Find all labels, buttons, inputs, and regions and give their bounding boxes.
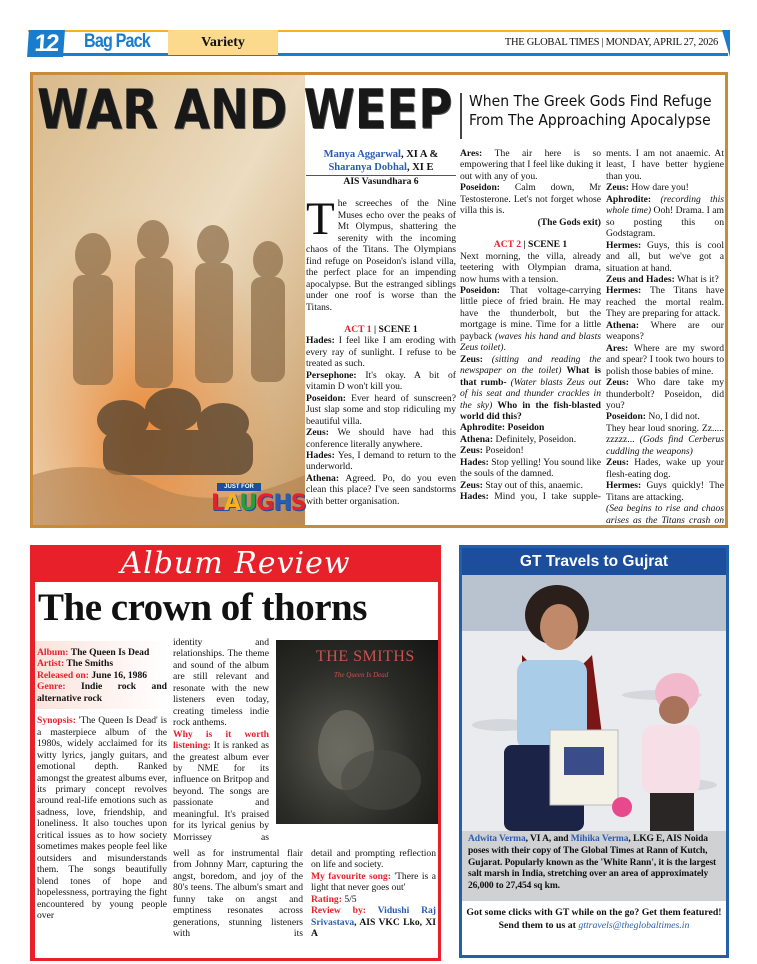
label-text: Synopsis: xyxy=(37,715,79,727)
footer-send: Send them to us at xyxy=(498,920,579,931)
body-text: Guys quickly! The Titans are attacking. xyxy=(606,480,724,503)
body-text: Poseidon! xyxy=(485,445,524,457)
stage-direction: (Sea begins to rise and chaos arises as the Titans crash on xyxy=(606,503,724,526)
label-text: Zeus and Hades: xyxy=(606,273,678,285)
body-text: No, I did not. xyxy=(648,411,700,423)
body-text: That voltage-carrying little piece of fried brain. He may have the thunderbolt, but the mortgage is mine. Time for a little payback xyxy=(460,284,601,342)
label-text: Hades: xyxy=(306,335,339,347)
paragraph xyxy=(37,658,167,669)
label-text: Ares: xyxy=(460,148,495,159)
cover-band-name: THE SMITHS xyxy=(316,648,415,665)
person-name: Mihika Verma xyxy=(570,834,629,844)
label-text: Why is it worth listening: xyxy=(173,728,269,752)
label-text: Who in the fish-blasted world did this? xyxy=(460,399,601,422)
paragraph xyxy=(460,239,601,250)
label-text: Hermes: xyxy=(606,285,650,297)
paragraph xyxy=(460,491,601,502)
label-text: | SCENE 1 xyxy=(373,323,418,335)
body-text: Agreed. Po, do you even clean this place? I've seen sandstorms with better organisation. xyxy=(306,472,456,507)
paragraph xyxy=(306,193,456,313)
paragraph xyxy=(460,251,601,285)
label-text: Zeus: xyxy=(460,353,492,365)
label-text: Poseidon: xyxy=(306,392,352,404)
label-text: Indie rock and alternative rock xyxy=(37,681,167,704)
gt-travels-header: GT Travels to Gujrat xyxy=(462,548,726,575)
paragraph xyxy=(306,427,456,450)
paragraph xyxy=(606,503,724,528)
label-text: Poseidon: xyxy=(460,284,510,296)
body-text: Where are my sword and spear? I took two hours to polish those babies of mine. xyxy=(606,342,724,377)
paragraph xyxy=(311,894,436,905)
paragraph xyxy=(173,729,269,844)
label-text: Zeus: xyxy=(306,427,338,439)
story-column-1 xyxy=(306,148,456,507)
footer-prompt: Got some clicks with GT while on the go? Get them featured! xyxy=(466,907,722,918)
label-text: | SCENE 1 xyxy=(523,239,568,251)
body-text: What is it? xyxy=(677,273,719,285)
story-title: WAR AND WEEP xyxy=(37,78,453,141)
label-text: Athena: xyxy=(306,472,346,484)
body-text: Hades, wake up your flesh-eating dog. xyxy=(606,457,724,480)
album-headline: The crown of thorns xyxy=(38,586,367,629)
body-text: Who dare take my thunderbolt? Poseidon, did you? xyxy=(606,377,724,411)
label-text: Hades: xyxy=(460,491,495,503)
label-text: Athena: xyxy=(460,433,496,445)
body-text: 'There is a light that never goes out' xyxy=(311,870,436,894)
story-subtitle xyxy=(469,92,712,130)
title-divider xyxy=(460,93,462,139)
cover-photo-figure xyxy=(276,640,438,824)
body-text: Ooh! Drama. I am so posting this on Godstagram. xyxy=(606,205,724,240)
label-text: Zeus: xyxy=(606,457,635,469)
gt-travels-footer xyxy=(462,901,726,932)
just-for-laughs-logo: JUST FOR LAUGHS xyxy=(211,484,306,516)
label-text: Hades: xyxy=(460,456,492,468)
body-text: 5/5 xyxy=(344,893,357,905)
label-text: ACT 1 xyxy=(344,323,374,335)
body-text: I feel like I am eroding with every ray of sunlight. I refuse to be treated as such. xyxy=(306,335,456,370)
album-cover-image xyxy=(276,640,438,824)
label-text: Hermes: xyxy=(606,480,647,492)
masthead-date: THE GLOBAL TIMES | MONDAY, APRIL 27, 2026 xyxy=(504,37,718,48)
body-text: How dare you! xyxy=(631,182,689,194)
album-column-4 xyxy=(311,848,436,940)
paragraph xyxy=(173,848,303,940)
paragraph xyxy=(37,647,167,658)
paragraph xyxy=(606,423,724,457)
paragraph xyxy=(460,182,601,216)
paragraph xyxy=(606,148,724,182)
body-text: It is ranked as the greatest album ever by NME for its influence on Britpop and beyond. The songs are passionate and meaningful. It's praised for its lyrical genius by Morrissey as xyxy=(173,740,269,843)
subtitle-line: When The Greek Gods Find Refuge xyxy=(469,92,712,110)
subtitle-line: From The Approaching Apocalypse xyxy=(469,111,711,129)
person-name: Vidushi Raj Srivastava xyxy=(311,905,436,928)
paragraph xyxy=(311,848,436,871)
paragraph xyxy=(460,354,601,423)
cover-album-title: The Queen Is Dead xyxy=(334,671,389,679)
label-text: Persephone: xyxy=(306,369,366,381)
paragraph xyxy=(306,393,456,427)
label-text: Review by: xyxy=(311,905,378,917)
paragraph xyxy=(306,450,456,473)
label-text: AIS Vasundhara 6 xyxy=(343,176,419,187)
stage-direction: (waves his hand and blasts Zeus toilet) xyxy=(460,330,601,354)
label-text: Zeus: xyxy=(460,479,486,491)
body-text: The air here is so empowering that I feel like duking it out with any of you. xyxy=(460,148,601,182)
email-link[interactable]: gttravels@theglobaltimes.in xyxy=(578,920,690,931)
body-text: . xyxy=(503,342,506,354)
feature-story xyxy=(30,72,728,528)
label-text: Released on: xyxy=(37,669,92,681)
paragraph xyxy=(606,320,724,343)
page-number: 12 xyxy=(27,30,65,57)
body-text: The Titans have reached the mortal realm. They are preparing for attack. xyxy=(606,285,724,320)
paragraph xyxy=(460,457,601,480)
paragraph xyxy=(606,182,724,193)
label-text: Aphrodite: Poseidon xyxy=(460,422,545,434)
label-text: Hades: xyxy=(306,449,338,461)
paragraph xyxy=(606,411,724,422)
person-name: Manya Aggarwal xyxy=(323,149,401,160)
page-header xyxy=(28,30,728,56)
header-corner-decoration xyxy=(722,30,730,57)
body-text: Definitely, Poseidon. xyxy=(495,433,577,445)
paragraph xyxy=(306,370,456,393)
paragraph xyxy=(306,148,456,176)
gt-travels xyxy=(459,545,729,958)
label-text: Poseidon: xyxy=(460,182,515,194)
paragraph xyxy=(606,480,724,503)
album-column-1 xyxy=(37,647,167,921)
label-text: My favourite song: xyxy=(311,870,395,882)
body-text: We should have had this conference literally anywhere. xyxy=(306,427,456,450)
photo-caption xyxy=(462,831,726,901)
body-text: Calm down, Mr Testosterone. Let's not forget whose villa this is. xyxy=(460,182,601,217)
body-text: well as for instrumental flair from Johnny Marr, capturing the angst, boredom, and joy of the 80's teens. The album's smart and funny take on angst and emptiness resonates across generations, stunning listeners with its xyxy=(173,848,303,940)
label-text: Zeus: xyxy=(606,182,632,194)
label-text: (The Gods exit) xyxy=(537,216,601,228)
paragraph xyxy=(306,324,456,335)
label-text: June 16, 1986 xyxy=(91,669,148,681)
label-text: Genre: xyxy=(37,681,81,693)
album-review xyxy=(30,545,441,961)
body-text: 'The Queen Is Dead' is a masterpiece album of the 1980s, widely acclaimed for its witty lyrics, jangly guitars, and emotional depth. Ranked amongst the greatest albums ever, its primary concept revolves around real-life emotions such as sadness, love, friendship, and loneliness. It also touches upon critical issues as to how society sometimes makes people feel like outsiders and misunderstands them. The songs beautifully blend tones of hope and hopelessness, portraying the fight encountered by young people over xyxy=(37,715,167,921)
label-text: Zeus: xyxy=(460,445,486,457)
label-text: , AIS VKC Lko, XI A xyxy=(311,916,436,940)
label-text: The Smiths xyxy=(66,658,114,670)
paragraph xyxy=(311,871,436,894)
body-text: identity and relationships. The theme and sound of the album are still relevant and resonate with the new listeners even today, creating timeless indie rock anthems. xyxy=(173,637,269,729)
paragraph xyxy=(306,176,456,187)
label-text: Album: xyxy=(37,647,71,658)
stage-direction: (Gods find Cerberus cuddling the weapons) xyxy=(606,434,724,457)
label-text: Poseidon: xyxy=(606,411,649,423)
body-text: Next morning, the villa, already teetering with Olympian drama, now hums with a tension. xyxy=(460,250,601,285)
paragraph xyxy=(606,457,724,480)
label-text: What is that rumb- xyxy=(460,365,601,388)
category-label: Variety xyxy=(168,30,278,55)
paragraph xyxy=(311,905,436,939)
paragraph xyxy=(173,637,269,729)
label-text: , VI A, and xyxy=(525,834,571,844)
paragraph xyxy=(460,445,601,456)
body-text: It's okay. A bit of vitamin D won't kill you. xyxy=(306,369,456,393)
body-text: detail and prompting reflection on life and society. xyxy=(311,848,436,871)
paragraph xyxy=(606,377,724,411)
greek-gods-illustration xyxy=(33,75,305,525)
stage-direction: (sitting and reading the newspaper on the toilet) xyxy=(460,353,601,377)
body-text: Where are our weapons? xyxy=(606,319,724,343)
person-name: Sharanya Dobhal xyxy=(328,162,407,173)
body-text: Stay out of this, anaemic. xyxy=(485,479,583,491)
stage-direction: (recording this whole time) xyxy=(606,193,724,217)
paragraph xyxy=(37,670,167,681)
person-name: Adwita Verma xyxy=(468,834,526,844)
label-text: , LKG E, AIS Noida poses with their copy of The Global Times at Rann of Kutch, Gujarat. Popularly known as the 'White Rann', it is the largest salt marsh in India, stretching over an area of approximately 26,000 to 27,454 sq km. xyxy=(468,834,717,892)
paragraph xyxy=(606,343,724,377)
paragraph xyxy=(306,335,456,369)
label-text: Rating: xyxy=(311,893,345,905)
body-text: ments. I am not anaemic. At least, I have better hygiene than you. xyxy=(606,148,724,182)
travel-photo xyxy=(462,575,726,831)
drop-cap: T xyxy=(306,193,335,246)
label-text: Aphrodite: xyxy=(606,193,661,205)
paragraph xyxy=(606,285,724,319)
paragraph xyxy=(460,422,601,433)
paragraph xyxy=(460,217,601,228)
body-text: Stop yelling! You sound like the souls of the damned. xyxy=(460,456,601,480)
paragraph xyxy=(460,148,601,182)
paragraph xyxy=(460,285,601,354)
body-text: Mind you, I take supple- xyxy=(494,491,601,503)
label-text: Zeus: xyxy=(606,377,637,389)
body-text: They hear loud snoring. Zz..... zzzzz... xyxy=(606,422,724,446)
label-text: Athena: xyxy=(606,319,651,331)
stage-direction: (Water blasts Zeus out of his seat and thunder crackles in the sky) xyxy=(460,376,602,411)
section-name: Bag Pack xyxy=(84,31,150,52)
body-text: he screeches of the Nine Muses echo over the peaks of Mt Olympus, shattering the serenity with the incoming chaos of the Titans. The Olympians find refuge on Poseidon's island villa, the perfect place for an impending apocalypse. But the estranged siblings under one roof is worse than the Titans. xyxy=(306,198,456,313)
label-text: Ares: xyxy=(606,342,634,354)
label-text: , XI A & xyxy=(400,149,439,160)
paragraph xyxy=(460,434,601,445)
label-text: The Queen Is Dead xyxy=(70,647,150,658)
paragraph xyxy=(606,274,724,285)
paragraph xyxy=(37,715,167,921)
label-text: Hermes: xyxy=(606,239,648,251)
body-text: Ever heard of sunscreen? Just slap some and stop ridiculing my beautiful villa. xyxy=(306,392,456,427)
paragraph xyxy=(606,194,724,240)
album-review-header: Album Review xyxy=(30,545,441,582)
album-column-2 xyxy=(173,637,269,843)
paragraph xyxy=(306,473,456,507)
body-text: Guys, this is cool and all, but we've got a situation at hand. xyxy=(606,239,724,274)
story-column-2 xyxy=(460,148,601,503)
story-column-3 xyxy=(606,148,724,528)
paragraph xyxy=(37,681,167,704)
label-text: ACT 2 xyxy=(493,239,524,251)
label-text: Artist: xyxy=(37,658,67,670)
album-column-3 xyxy=(173,848,303,940)
paragraph xyxy=(606,240,724,274)
paragraph xyxy=(460,480,601,491)
gt-travels-text-area xyxy=(462,831,726,932)
body-text: Yes, I demand to return to the underworld. xyxy=(306,449,456,473)
label-text: , XI E xyxy=(406,162,434,173)
